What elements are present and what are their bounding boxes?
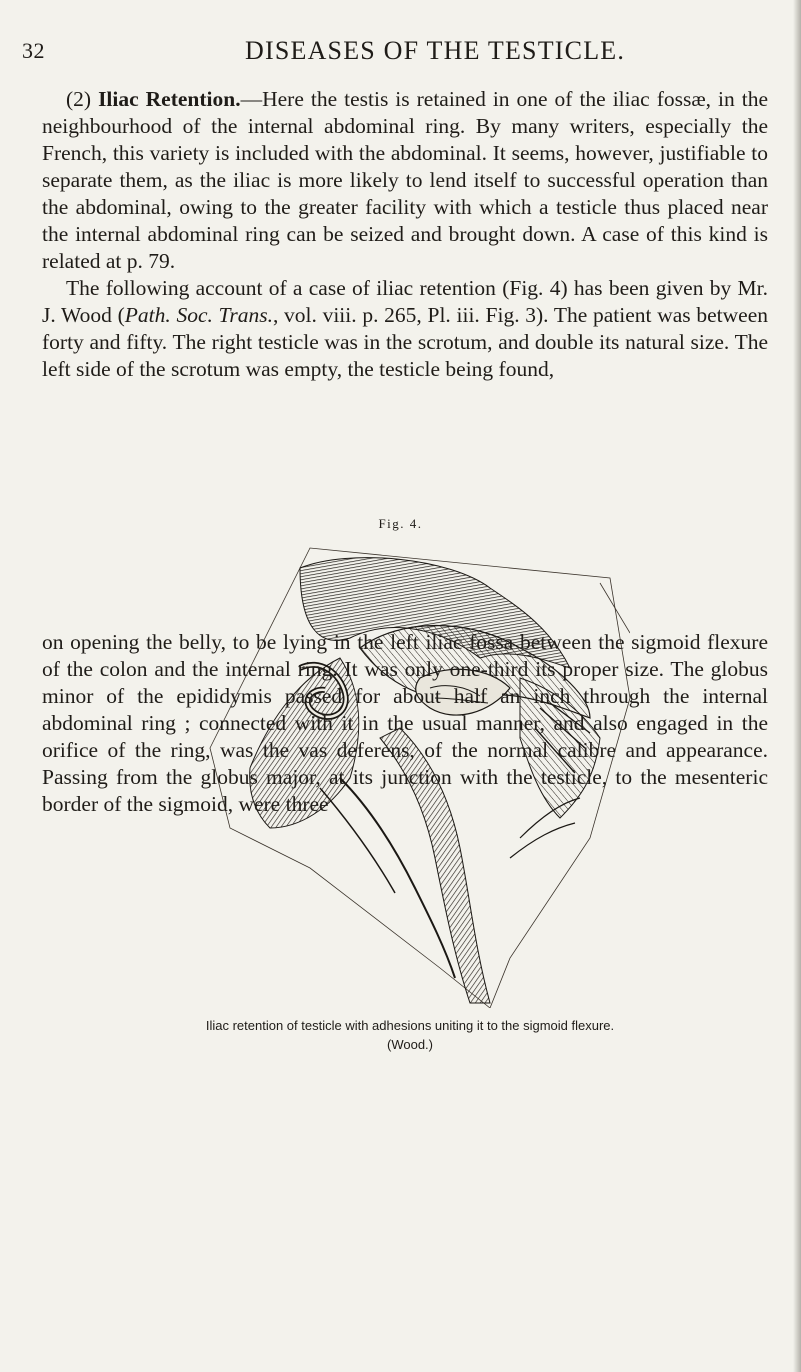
paragraph-iliac-retention <box>42 86 768 275</box>
paragraph-1-text: —Here the testis is retained in one of the iliac fossæ, in the neighbourhood of the internal abdominal ring. By many writers, especially the French, this variety is included with the abdominal. It seems, however, justifiable to separate them, as the iliac is more likely to lend itself to successful operation than the abdominal, owing to the greater facility with which a testicle thus placed near the internal abdominal ring can be seized and brought down. A case of this kind is related at p. 79. <box>42 87 769 273</box>
paragraph-2-text-b: , vol. viii. p. 265, Pl. iii. Fig. 3). The patient was between forty and fifty. The right testicle was in the scrotum, and double its natural size. The left side of the scrotum was empty, the testicle being found, <box>42 303 768 381</box>
page-edge-shadow <box>793 0 801 1372</box>
paragraph-2-text-a: The following account of a case of iliac retention (Fig. 4) has been given by Mr. J. Wood ( <box>42 276 768 327</box>
figure-caption <box>60 1016 760 1054</box>
paragraph-continuation: on opening the belly, to be lying in the left iliac fossa between the sigmoid flexure of the colon and the internal ring. It was only one-third its proper size. The globus minor of the epididymis passed for about half an inch through the internal abdominal ring ; connected with it in the usual manner, and also engaged in the orifice of the ring, was the vas deferens, of the normal calibre and appearance. Passing from the globus major, at its junction with the testicle, to the mesenteric border of the sigmoid, were three <box>42 630 768 816</box>
body-text-bottom <box>42 629 768 818</box>
section-number: (2) <box>66 87 92 111</box>
body-text-top <box>42 86 768 383</box>
figure-label: Fig. 4. <box>378 516 423 531</box>
citation-journal: Path. Soc. Trans. <box>124 303 273 327</box>
caption-attribution: (Wood.) <box>387 1037 433 1052</box>
section-heading: Iliac Retention. <box>98 87 241 111</box>
running-head: DISEASES OF THE TESTICLE. <box>245 36 626 65</box>
caption-line-1: Iliac retention of testicle with adhesions uniting it to the sigmoid flexure. <box>205 1018 615 1033</box>
paragraph-following-account <box>42 275 768 383</box>
page-number: 32 <box>22 38 45 63</box>
